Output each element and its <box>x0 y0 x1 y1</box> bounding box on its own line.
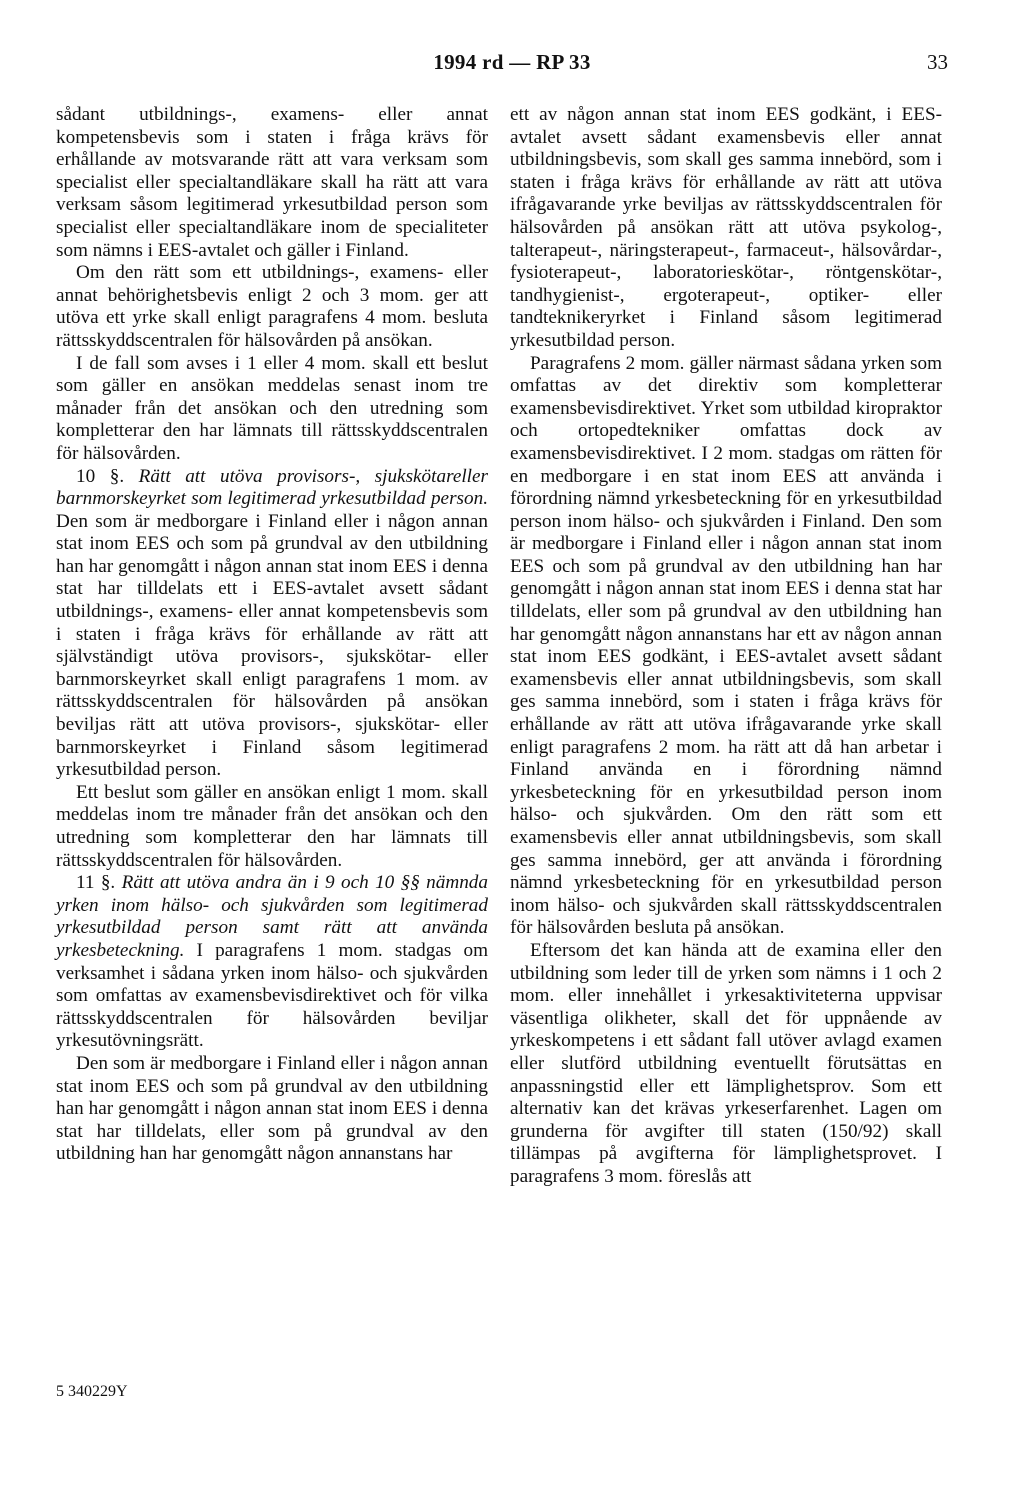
section-11 <box>56 872 488 1053</box>
print-code: 5 340229Y <box>56 1383 128 1400</box>
left-column <box>56 104 488 1166</box>
section-number: 10 §. <box>76 465 125 487</box>
section-title: Rätt att utöva provisors-, sjukskötareller barnmorskeyrket som legitimerad yrkesutbildad person. <box>56 465 488 510</box>
section-number: 11 §. <box>76 872 116 894</box>
section-10 <box>56 466 488 782</box>
paragraph: Om den rätt som ett utbildnings-, examens- eller annat behörighetsbevis enligt 2 och 3 mom. ger att utöva ett yrke skall enligt paragrafens 4 mom. besluta rättsskyddscentralen för hälsovården på ansökan. <box>56 262 488 351</box>
paragraph: Paragrafens 2 mom. gäller närmast sådana yrken som omfattas av det direktiv som kompletterar examensbevisdirektivet. Yrket som utbildad kiropraktor och ortopedtekniker omfattas dock av examensbevisdirektivet. I 2 mom. stadgas om rätten för en medborgare i en stat inom EES att använda i förordning nämnd yrkesbeteckning för en yrkesutbildad person inom hälso- och sjukvården i Finland. Den som är medborgare i Finland eller i någon annan stat inom EES och som på grundval av den utbildning han har genomgått i någon annan stat inom EES i denna stat har tilldelats, eller som på grundval av den utbildning han har genomgått någon annanstans har ett av någon annan stat inom EES godkänt, i EES-avtalet avsett sådant examensbevis eller annat utbildningsbevis, som skall ges samma innebörd, som i staten i fråga krävs för erhållande av rätt att utöva ifrågavarande yrke skall enligt paragrafens 2 mom. ha rätt att då han arbetar i Finland använda en i förordning nämnd yrkesbeteckning för en yrkesutbildad person inom hälso- och sjukvården. Om den rätt som ett examensbevis eller annat utbildningsbevis, som skall ges samma innebörd, ger att använda i förordning nämnd yrkesbeteckning för en yrkesutbildad person inom hälso- och sjukvården skall rättsskyddscentralen för hälsovården besluta på ansökan. <box>510 352 942 939</box>
paragraph: Eftersom det kan hända att de examina eller den utbildning som leder till de yrken som nämns i 1 och 2 mom. eller innehållet i yrkesaktiviteterna uppvisar väsentliga olikheter, skall det för uppnående av yrkeskompetens i ett sådant fall utöver avlagd examen eller slutförd utbildning eventuellt förutsättas en anpassningstid eller ett lämplighetsprov. Som ett alternativ kan det krävas yrkeserfarenhet. Lagen om grunderna för avgifter till staten (150/92) skall tillämpas på avgifterna för lämplighetsprovet. I paragrafens 3 mom. föreslås att <box>510 939 942 1187</box>
section-text: Den som är medborgare i Finland eller i någon annan stat inom EES och som på grundval av den utbildning han har genomgått i någon annan stat inom EES i denna stat har tilldelats ett i EES-avtalet avsett sådant utbildnings-, examens- eller annat kompetensbevis som i staten i fråga krävs för erhållande av rätt att självständigt utöva provisors-, sjukskötar- eller barnmorskeyrket skall enligt paragrafens 1 mom. av rättsskyddscentralen för hälsovården på ansökan beviljas rätt att utöva provisors-, sjukskötar- eller barnmorskeyrket i Finland såsom legitimerad yrkesutbildad person. <box>56 510 488 781</box>
section-text: I paragrafens 1 mom. stadgas om verksamhet i sådana yrken inom hälso- och sjukvården som omfattas av examensbevisdirektivet och för vilka rättsskyddscentralen för hälsovården beviljar yrkesutövningsrätt. <box>56 939 488 1052</box>
page-header <box>0 50 1024 80</box>
paragraph: Den som är medborgare i Finland eller i någon annan stat inom EES och som på grundval av den utbildning han har genomgått i någon annan stat inom EES i denna stat har tilldelats, eller som på grundval av den utbildning han har genomgått någon annanstans har <box>56 1052 488 1165</box>
section-title: Rätt att utöva andra än i 9 och 10 §§ nämnda yrken inom hälso- och sjukvården som legitimerad yrkesutbildad person samt rätt att använda yrkesbeteckning. <box>56 872 488 961</box>
paragraph: ett av någon annan stat inom EES godkänt, i EES-avtalet avsett sådant examensbevis eller annat utbildningsbevis, som skall ges samma innebörd, som i staten i fråga krävs för erhållande av rätt att utöva ifrågavarande yrke beviljas av rättsskyddscentralen för hälsovården på ansökan rätt att utöva psykolog-, talterapeut-, näringsterapeut-, farmaceut-, hälsovårdar-, fysioterapeut-, laboratorieskötar-, röntgenskötar-, tandhygienist-, ergoterapeut-, optiker- eller tandteknikeryrket i Finland såsom legitimerad yrkesutbildad person. <box>510 104 942 351</box>
right-column <box>510 104 942 1189</box>
paragraph: I de fall som avses i 1 eller 4 mom. skall ett beslut som gäller en ansökan meddelas senast inom tre månader från det ansökan och den utredning som kompletterar den har lämnats till rättsskyddscentralen för hälsovården. <box>56 352 488 464</box>
paragraph: sådant utbildnings-, examens- eller annat kompetensbevis som i staten i fråga krävs för erhållande av motsvarande rätt att vara verksam som specialist eller specialtandläkare skall ha rätt att vara verksam såsom legitimerad yrkesutbildad person som specialist eller specialtandläkare inom de specialiteter som nämns i EES-avtalet och gäller i Finland. <box>56 104 488 261</box>
page-number: 33 <box>927 50 948 74</box>
paragraph: Ett beslut som gäller en ansökan enligt 1 mom. skall meddelas inom tre månader från det ansökan och den utredning som kompletterar den har lämnats till rättsskyddscentralen för hälsovården. <box>56 781 488 871</box>
page-title: 1994 rd — RP 33 <box>433 50 591 74</box>
